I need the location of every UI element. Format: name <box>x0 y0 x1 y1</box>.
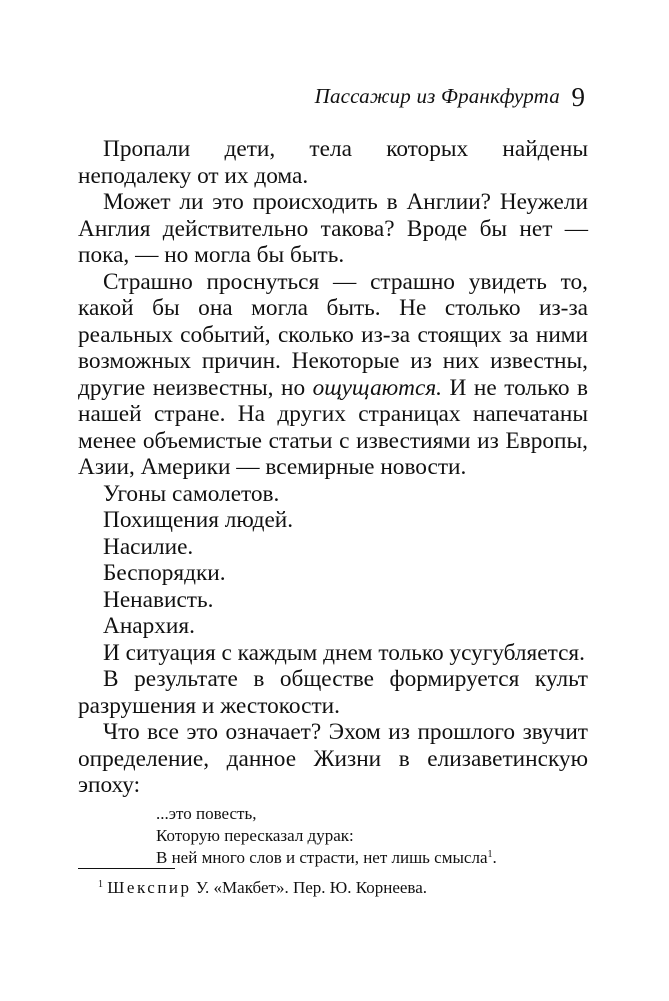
footnote-divider <box>78 868 175 869</box>
line-violence: Насилие. <box>103 533 194 560</box>
footnote <box>98 877 427 899</box>
quote-line-3-text: В ней много слов и страсти, нет лишь смысла <box>156 847 488 867</box>
emphasis-felt: ощущаются. <box>312 374 442 401</box>
quote-line-2: Которую пересказал дурак: <box>156 825 354 845</box>
paragraph-waking-fear-start: Страшно проснуться — страшно увидеть то, какой бы она могла быть. Не столько из-за реальных событий, сколько из-за стоящих за ними возможных причин. Некоторые из них известны, другие неизвестны, но <box>78 268 588 401</box>
line-kidnappings: Похищения людей. <box>103 507 294 533</box>
line-riots: Беспорядки. <box>103 560 226 586</box>
paragraph-england-question: Может ли это происходить в Англии? Неужели Англия действительно такова? Вроде бы нет — пока, — но могла бы быть. <box>78 189 588 268</box>
running-title: Пассажир из Франкфурта <box>314 84 560 108</box>
footnote-author: Шекспир <box>107 878 192 897</box>
line-hatred: Ненависть. <box>103 586 214 613</box>
paragraph-cult: В результате в обществе формируется культ разрушения и жестокости. <box>78 666 588 719</box>
body-text <box>78 136 588 869</box>
paragraph-missing-children: Пропали дети, тела которых найдены неподалеку от их дома. <box>78 136 588 189</box>
paragraph-worsening: И ситуация с каждым днем только усугубляется. <box>103 639 585 666</box>
line-anarchy: Анархия. <box>103 613 195 639</box>
footnote-source: У. «Макбет». Пер. Ю. Корнеева. <box>191 878 428 897</box>
paragraph-waking-fear <box>78 269 588 481</box>
footnote-reference: 1 <box>487 848 493 860</box>
page-number: 9 <box>571 82 585 112</box>
quote-line-1: ...это повесть, <box>156 803 257 823</box>
line-hijackings: Угоны самолетов. <box>103 480 280 507</box>
footnote-marker: 1 <box>98 879 103 890</box>
paragraph-waking-fear-end: И не только в нашей стране. На других страницах напечатаны менее объемистые статьи с известиями из Европы, Азии, Америки — всемирные новости. <box>78 374 588 480</box>
macbeth-quote <box>156 803 588 869</box>
paragraph-echo: Что все это означает? Эхом из прошлого звучит определение, данное Жизни в елизаветинскую эпоху: <box>78 719 588 798</box>
quote-line-3: В ней много слов и страсти, нет лишь смысла$^1$. <box>156 847 497 867</box>
